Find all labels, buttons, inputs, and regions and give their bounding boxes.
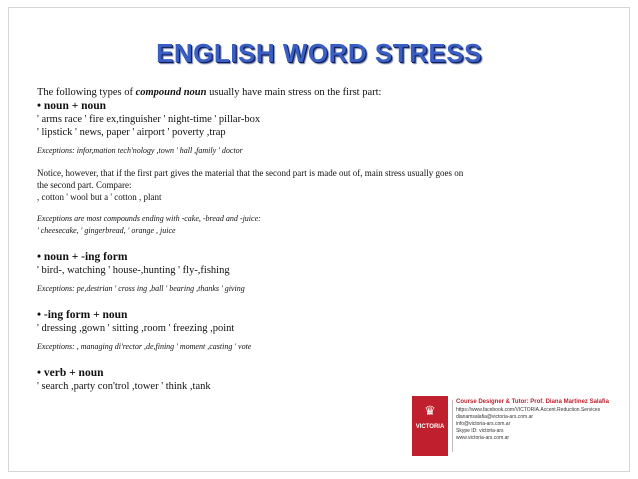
ing-noun-line-1: ' dressing ,gown ' sitting ,room ' freezing ,point xyxy=(37,323,235,334)
slide-title: ENGLISH WORD STRESS xyxy=(156,38,482,68)
cake-bread-exceptions: Exceptions are most compounds ending with -cake, -bread and -juice: xyxy=(37,214,261,223)
ing-noun-exceptions: Exceptions: , managing di'rector ,de,fining ' moment ,casting ' vote xyxy=(37,342,252,351)
heading-noun-ing: • noun + -ing form xyxy=(37,251,128,263)
victoria-logo xyxy=(412,396,448,456)
notice-line-1: Notice, however, that if the first part gives the material that the second part is made out of, main stress usually goes on xyxy=(37,168,464,178)
branding-divider xyxy=(452,400,453,452)
intro-prefix: The following types of xyxy=(37,87,133,98)
branding-block xyxy=(408,392,633,462)
intro-line xyxy=(37,86,597,99)
credit-title: Course Designer & Tutor: Prof. Diana Martinez Salafia xyxy=(456,399,609,405)
heading-noun-noun: • noun + noun xyxy=(37,100,107,112)
notice-line-2: the second part. Compare: xyxy=(37,180,132,190)
credits xyxy=(456,398,609,442)
noun-noun-line-1: ' arms race ' fire ex,tinguisher ' night-time ' pillar-box xyxy=(37,114,261,125)
credit-website[interactable]: www.victoria-ars.com.ar xyxy=(456,435,510,441)
verb-noun-line-1: ' search ,party con'trol ,tower ' think ,tank xyxy=(37,381,211,392)
noun-noun-line-2: ' lipstick ' news, paper ' airport ' poverty ,trap xyxy=(37,127,226,138)
noun-noun-exceptions: Exceptions: infor,mation tech'nology ,town ' hall ,family ' doctor xyxy=(37,146,243,155)
credit-email-1[interactable]: dianamsalafia@victoria-ars.com.ar xyxy=(456,414,534,420)
credit-email-2[interactable]: info@victoria-ars.com.ar xyxy=(456,421,511,427)
heading-ing-noun: • -ing form + noun xyxy=(37,309,128,321)
noun-ing-line-1: ' bird-, watching ' house-,hunting ' fly-,fishing xyxy=(37,265,230,276)
credit-facebook[interactable]: https://www.facebook.com/VICTORIA.Accent.Reduction.Services xyxy=(456,407,601,413)
heading-verb-noun: • verb + noun xyxy=(37,367,104,379)
noun-ing-exceptions: Exceptions: pe,destrian ' cross ing ,ball ' bearing ,thanks ' giving xyxy=(37,284,245,293)
slide-content xyxy=(37,86,597,393)
intro-suffix: usually have main stress on the first part: xyxy=(209,87,382,98)
credit-skype: Skype ID: victoria-ars xyxy=(456,428,504,434)
intro-term: compound noun xyxy=(135,87,207,98)
crown-icon: ♛ xyxy=(424,404,436,419)
cake-bread-examples: ' cheesecake, ' gingerbread, ' orange , juice xyxy=(37,226,176,235)
notice-line-3: , cotton ' wool but a ' cotton , plant xyxy=(37,192,162,202)
logo-text: VICTORIA xyxy=(415,424,445,430)
